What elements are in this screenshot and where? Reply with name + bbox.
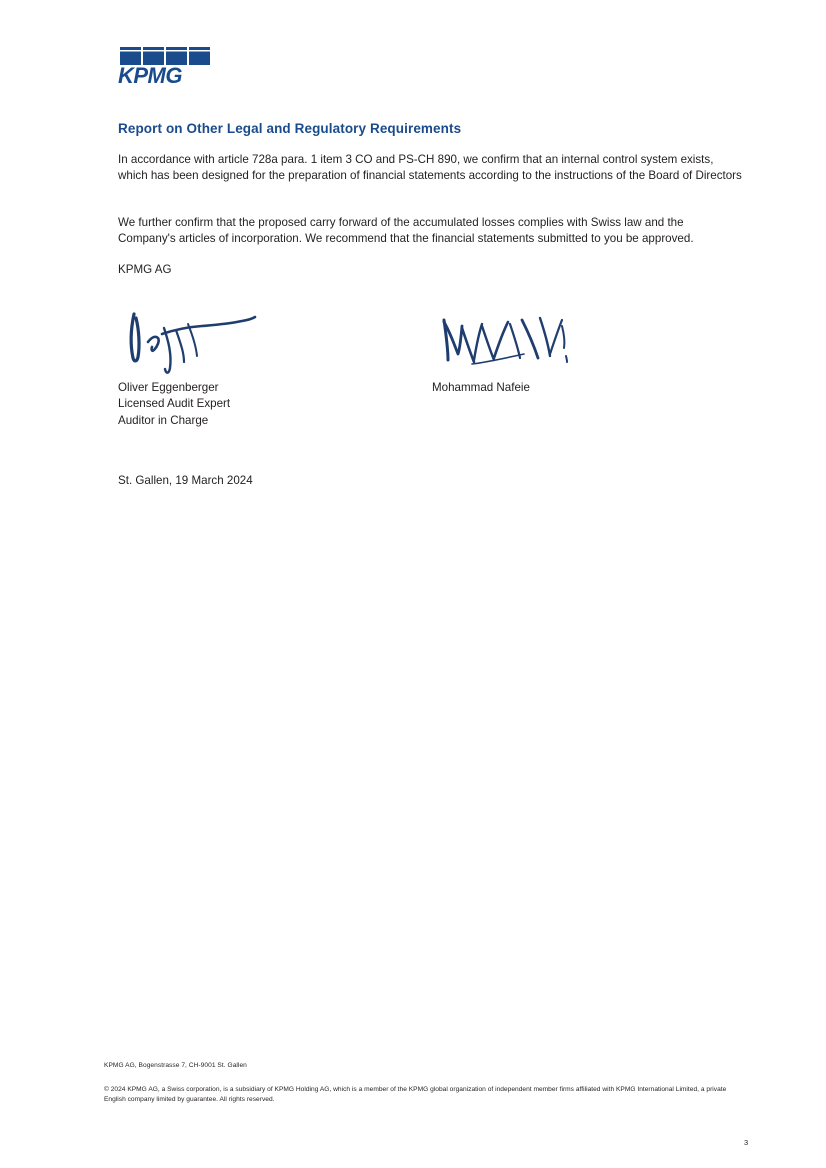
handwritten-signature-icon [432, 300, 732, 380]
paragraph-internal-control: In accordance with article 728a para. 1 item 3 CO and PS-CH 890, we confirm that an internal control system exists, which has been designed for the preparation of financial statements according to the instructions of the Board of Directors [118, 153, 742, 183]
svg-text:KPMG: KPMG [118, 63, 182, 87]
firm-name: KPMG AG [118, 263, 172, 276]
page-number: 3 [744, 1138, 749, 1147]
signatory-role-line-2: Auditor in Charge [118, 413, 209, 427]
signature-area [118, 300, 743, 440]
footer-legal-notice: © 2024 KPMG AG, a Swiss corporation, is a subsidiary of KPMG Holding AG, which is a member of the KPMG global organization of independent member firms affiliated with KPMG International Limited, a private English company limited by guarantee. All rights reserved. [104, 1086, 727, 1103]
signatory-name: Mohammad Nafeie [432, 381, 530, 394]
place-and-date: St. Gallen, 19 March 2024 [118, 474, 253, 487]
handwritten-signature-icon [118, 300, 418, 380]
signatory-name: Oliver Eggenberger [118, 381, 219, 394]
kpmg-logo [118, 45, 218, 87]
signatory-block-1 [118, 300, 418, 429]
signatory-role-line-1: Licensed Audit Expert [118, 397, 231, 411]
footer-address: KPMG AG, Bogenstrasse 7, CH-9001 St. Gallen [104, 1062, 247, 1069]
signatory-block-2 [432, 300, 732, 396]
paragraph-carry-forward: We further confirm that the proposed carry forward of the accumulated losses complies with Swiss law and the Company's articles of incorporation. We recommend that the financial statements submitted to you be approved. [118, 216, 694, 246]
section-heading: Report on Other Legal and Regulatory Requirements [118, 121, 462, 136]
